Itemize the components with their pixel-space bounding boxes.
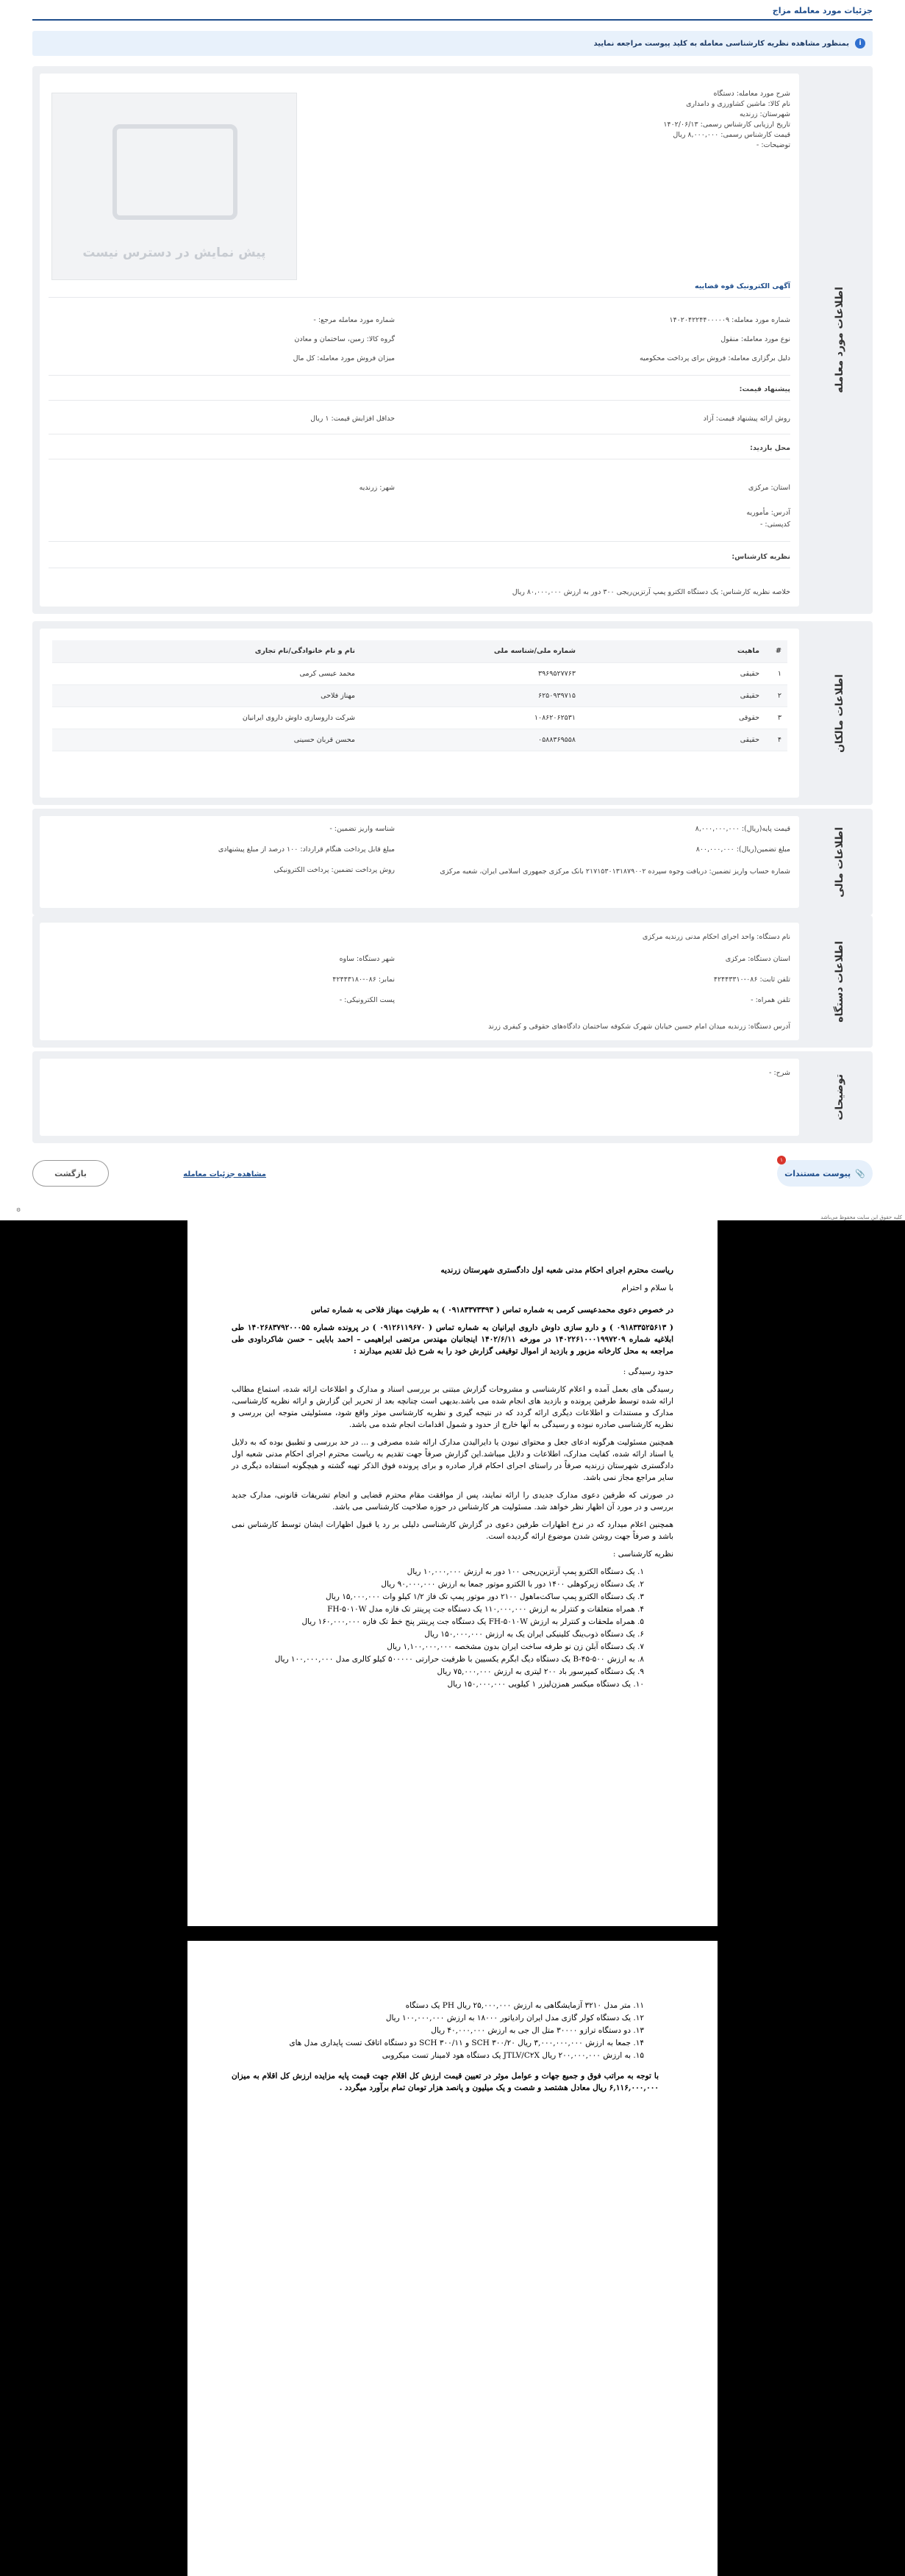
page-title: جزئیات مورد معامله مزاج: [772, 6, 873, 15]
field-ref-number: شماره مورد معامله مرجع: -: [313, 316, 395, 324]
field-device-city: شهر دستگاه: ساوه: [339, 955, 395, 963]
section-description: [32, 1051, 873, 1143]
field-phone: تلفن ثابت: ۰۸۶-۴۲۴۴۳۳۱۰: [713, 976, 790, 984]
doc-paragraph: همچنین اعلام میدارد که در نرخ اظهارات طرفین دعوی در گزارش کارشناسی دلیلی بر رد یا قبول اظهارات ایشان توسط کارشناس نمی باشد و صرفاً جهت روشن شدن موضوع ارائه گردیده است.: [232, 1520, 673, 1541]
finance-body: [40, 816, 799, 908]
field-guarantee-id: شناسه واریز تضمین: -: [329, 825, 395, 833]
paperclip-icon: 📎: [855, 1168, 865, 1178]
field-description: شرح مورد معامله: دستگاه: [713, 90, 790, 98]
document-body: [232, 1264, 673, 1691]
section-item-info: [32, 66, 873, 614]
list-item: ۱۳. دو دستگاه ترازو ۳۰۰۰۰ متل ال جی به ارزش ۴۰,۰۰۰,۰۰۰ ریال: [431, 2026, 644, 2035]
doc-paragraph: همچنین مسئولیت هرگونه ادعای جعل و محتوای نبودن یا دایرالیدن مدارک ارائه شده مصرفی و ... در حد بررسی و تطبیق بوده که به دلایل یا اسناد ارائه شده، کفایت مدارک، اطلاعات و دلایل میباشد.این گزارش صرفاً جهت تقدیم به ریاست محترم اجرای احکام مدنی شعبه اول دادگستری شهرستان زرندیه صرفاً در راستای اجرای احکام قرار صادره و برای پرونده فوق الذکر تهیه گشته و هیچگونه استفاده دیگری در سایر مراجع مجاز نمی باشد.: [232, 1438, 673, 1482]
gavel-icon: [112, 124, 237, 220]
divider: [49, 400, 790, 401]
field-item-type: نوع مورد معامله: منقول: [720, 335, 790, 343]
list-item: ۱۲. یک دستگاه کولر گازی مدل ایران رادیاتور ۱۸۰۰۰ به ارزش ۱۰۰,۰۰۰,۰۰۰ ریال: [385, 2014, 644, 2022]
divider: [49, 375, 790, 376]
notice-bar: [32, 31, 873, 56]
divider: [49, 541, 790, 542]
doc-items-list-2: [232, 2000, 673, 2061]
field-guarantee-amount: مبلغ تضمین(ریال): ۸۰۰,۰۰۰,۰۰۰: [695, 845, 790, 854]
field-item-number: شماره مورد معامله: ۱۴۰۲۰۴۲۲۴۴۰۰۰۰۰۹: [669, 316, 790, 324]
doc-paragraph: در صورتی که طرفین دعوی مدارک جدیدی را ارائه نمایند، پس از موافقت مقام محترم قضایی و انجام تشریفات قانونی، مدارک جدید بررسی و در مورد آن اظهار نظر خواهد شد. مسئولیت هر کارشناس در حوزه صلاحیت کارشناسی می باشد.: [232, 1491, 673, 1511]
field-device-province: استان دستگاه: مرکزی: [725, 955, 790, 963]
list-item: ۳. یک دستگاه الکترو پمپ ساکت‌ماهول ۲۱۰۰ دور موتور پمپ تک فاز ۱/۲ کیلو وات ۱۵,۰۰۰,۰۰۰ ریال: [326, 1592, 644, 1601]
field-notes: توضیحات: -: [756, 141, 790, 149]
footer-copyright: کلیه حقوق این سایت محفوظ می‌باشد: [820, 1214, 902, 1220]
field-appraisal-date: تاریخ ارزیابی کارشناس رسمی: ۱۴۰۲/۰۶/۱۳: [663, 121, 790, 129]
table-row: ۴ حقیقی ۰۵۸۸۳۶۹۵۵۸ محسن قربان حسینی: [52, 729, 787, 751]
field-base-price: قیمت پایه(ریال): ۸,۰۰۰,۰۰۰,۰۰۰: [695, 825, 790, 833]
doc-heading-limits: حدود رسیدگی :: [623, 1367, 673, 1376]
list-item: ۱۴. جمعا به ارزش ۳,۰۰۰,۰۰۰,۰۰۰ ریال SCH ۳۰۰/۲۰ و SCH ۳۰۰/۱۱ دو دستگاه اتاقک تست پایداری مدل های: [289, 2039, 644, 2047]
field-reason: دلیل برگزاری معامله: فروش برای پرداخت محکومیه: [639, 354, 790, 362]
field-goods-group: گروه کالا: زمین، ساختمان و معادن: [294, 335, 395, 343]
table-header-row: [52, 640, 787, 662]
list-item: ۱۰. یک دستگاه میکسر همزن‌لیزر ۱ کیلویی ۱۵۰,۰۰۰,۰۰۰ ریال: [447, 1680, 644, 1689]
section-header-owners: اطلاعات مالکان: [834, 673, 845, 753]
field-device-name: نام دستگاه: واحد اجرای احکام مدنی زرندیه مرکزی: [642, 933, 790, 941]
list-item: ۱۵. به ارزش ۲۰۰,۰۰۰,۰۰۰ ریال JTLV/C۲X یک دستگاه هود لامینار تست میکروبی: [382, 2051, 644, 2060]
doc-heading-opinion: نظریه کارشناسی :: [612, 1550, 673, 1559]
field-goods-name: نام کالا: ماشین کشاورزی و دامداری: [686, 100, 790, 108]
field-desc: شرح: -: [769, 1069, 790, 1077]
doc-paragraph: رسیدگی های بعمل آمده و اعلام کارشناسی و مشروحات گزارش مبتنی بر بررسی اسناد و مدارک و اطلاعات ارائه شده، استماع مطالب ارائه شده توسط طرفین پرونده و بازدید های انجام شده می باشد.بدیهی است چنانچه بعد از تحریر این گزارش و ارائه نظریه کارشناسی، مدارک و مستندات و اطلاعات دیگری ارائه گردد که در نتیجه گیری و نظریه کارشناسی موثر واقع شود، مسئولیتی متوجه این بررسی و نظریه کارشناسی صادره نبوده و رسیدگی به آنها خارج از حدود و شمول اقدامات انجام شده می باشد.: [232, 1385, 673, 1429]
list-item: ۱۱. متر مدل ۳۲۱۰ آزمایشگاهی به ارزش ۲۵,۰۰۰,۰۰۰ ریال PH یک دستگاه: [405, 2001, 644, 2010]
list-item: ۷. یک دستگاه آبلن زن نو طرفه ساخت ایران بدون مشخصه ۱,۱۰۰,۰۰۰,۰۰۰ ریال: [387, 1642, 644, 1651]
section-header-item: اطلاعات مورد معامله: [834, 287, 845, 393]
owners-body: [40, 629, 799, 798]
attachments-button[interactable]: 📎 پیوست مستندات: [777, 1160, 873, 1187]
heading-expert-opinion: نظریه کارشناس:: [731, 553, 790, 561]
field-email: پست الکترونیکی: -: [339, 996, 395, 1004]
section-finance: [32, 809, 873, 915]
list-item: ۵. همراه ملحقات و کنترلر به ارزش FH-۵۰۱۰W یک دستگاه جت پرینتر پنج خط تک فازه ۱۶۰,۰۰۰,۰۰۰ ریال: [301, 1617, 644, 1626]
attachments-count-badge: ۱: [777, 1156, 786, 1164]
field-visit-city: شهر: زرندیه: [359, 484, 395, 492]
field-mobile: تلفن همراه: -: [751, 996, 790, 1004]
title-divider: [32, 19, 873, 21]
table-row: ۱ حقیقی ۳۹۶۹۵۲۷۷۶۳ محمد عیسی کرمی: [52, 662, 787, 684]
field-address: آدرس: مأموریه: [746, 509, 790, 517]
doc-intro: ( ۰۹۱۸۳۳۵۲۵۶۱۳ ) و دارو سازی داوش داروی ایرانیان به شماره تماس ( ۰۹۱۲۶۱۱۹۶۷۰ ) در پرونده شماره ۱۴۰۲۶۸۳۷۹۲۰۰۰۵۵ طی ابلاغیه شماره ۱۴۰۲۲۶۱۰۰۰۱۹۹۷۲۰۹ در مورخه ۱۴۰۲/۶/۱۱ اینجانبان مهندس مرتضی ابراهیمی – احمد بابایی – حسن شاکرداودی طی مراجعه به محل کارخانه مزبور و بازدید از اموال توقیفی گزارش خود را به شرح ذیل تقدیم میدارند :: [232, 1323, 674, 1356]
item-info-body: [40, 74, 799, 607]
doc-items-list: [232, 1566, 673, 1690]
view-details-link[interactable]: مشاهده جزئیات معامله: [183, 1170, 266, 1178]
list-item: ۹. یک دستگاه کمپرسور باد ۲۰۰ لیتری به ارزش ۷۵,۰۰۰,۰۰۰ ریال: [437, 1667, 644, 1676]
doc-greeting: ریاست محترم اجرای احکام مدنی شعبه اول دادگستری شهرستان زرندیه: [440, 1266, 673, 1275]
col-national-id: شماره ملی/شناسه ملی: [361, 640, 582, 662]
field-guarantee-account: شماره حساب واریز تضمین: دریافت وجوه سپرده ۲۱۷۱۵۳۰۱۳۱۸۷۹۰۰۲ بانک مرکزی جمهوری اسلامی ایران، شعبه مرکزی: [440, 867, 790, 876]
no-preview-text: پیش نمایش در دسترس نیست: [82, 246, 266, 260]
page-wrapper: [32, 0, 873, 1178]
footer-logo-icon: ⚙: [16, 1207, 21, 1213]
doc-salutation: با سلام و احترام: [621, 1284, 673, 1292]
preview-thumbnail[interactable]: [51, 93, 297, 280]
divider: [49, 297, 790, 298]
field-appraisal-price: قیمت کارشناس رسمی: ۸,۰۰۰,۰۰۰ ریال: [673, 131, 790, 139]
document-viewer: [0, 1220, 905, 2576]
list-item: ۴. همراه متعلقات و کنترلر به ارزش ۱۱۰,۰۰۰,۰۰۰ یک دستگاه جت پرینتر تک فازه مدل FH-۵۰۱۰W: [327, 1605, 644, 1614]
heading-visit-place: محل بازدید:: [750, 444, 790, 452]
field-postal-code: کدپستی: -: [759, 520, 790, 529]
ad-link[interactable]: آگهی الکترونیک قوه قضاییه: [695, 282, 790, 290]
list-item: ۲. یک دستگاه زیرکوهلی ۱۴۰۰ دور با الکترو موتور جمعا به ارزش ۹۰,۰۰۰,۰۰۰ ریال: [381, 1580, 644, 1589]
list-item: ۶. یک دستگاه ذوب‌ینگ کلینیکی ایران یک به ارزش ۱۵۰,۰۰۰,۰۰۰ ریال: [424, 1630, 644, 1639]
col-name: نام و نام خانوادگی/نام تجاری: [52, 640, 361, 662]
field-device-address: آدرس دستگاه: زرندیه میدان امام حسین خیابان شهرک شکوفه ساختمان دادگاه‌های حقوقی و کیفری زرند: [488, 1023, 790, 1031]
notice-text: بمنظور مشاهده نظریه کارشناسی معامله به کلید پیوست مراجعه نمایید: [593, 39, 849, 48]
list-item: ۱. یک دستگاه الکترو پمپ آرتزین‌ریجی ۱۰۰ دور به ارزش ۱۰,۰۰۰,۰۰۰ ریال: [407, 1567, 644, 1576]
back-button[interactable]: بازگشت: [32, 1160, 109, 1187]
doc-conclusion: با توجه به مراتب فوق و جمیع جهات و عوامل موثر در تعیین قیمت ارزش کل اقلام جهت قیمت پایه مزایده ارزش کل اقلام به میزان ۶,۱۱۶,۰۰۰,۰۰۰ ریال معادل هشتصد و شصت و یک میلیون و پانصد هزار تومان تمام برآورد میگردد .: [232, 2072, 659, 2092]
owners-table: [52, 640, 787, 751]
info-icon: i: [855, 38, 865, 49]
heading-bid: پیشنهاد قیمت:: [739, 385, 790, 393]
device-body: [40, 923, 799, 1040]
field-payable-amount: مبلغ قابل پرداخت هنگام قرارداد: ۱۰۰ درصد از مبلغ پیشنهادی: [218, 845, 395, 854]
field-min-increase: حداقل افزایش قیمت: ۱ ریال: [310, 415, 395, 423]
section-header-desc: توضیحات: [834, 1074, 845, 1120]
section-device: [32, 915, 873, 1048]
document-page-1: [187, 1220, 718, 1926]
document-page-2: [187, 1941, 718, 2576]
field-bid-method: روش ارائه پیشنهاد قیمت: آزاد: [703, 415, 790, 423]
document-body-2: [232, 2000, 673, 2100]
field-sale-amount: میزان فروش مورد معامله: کل مال: [293, 354, 395, 362]
doc-subject: در خصوص دعوی محمدعیسی کرمی به شماره تماس ( ۰۹۱۸۳۳۷۳۳۹۳ ) به طرفیت مهناز فلاحی به شماره تماس: [311, 1306, 673, 1314]
field-province: استان: مرکزی: [748, 484, 790, 492]
description-body: [40, 1059, 799, 1136]
field-fax: نمابر: ۰۸۶-۴۲۴۴۳۱۸۰: [332, 976, 395, 984]
list-item: ۸. به ارزش ۵۰۰-B-۴۵ یک دستگاه دیگ ابگرم یکسیین با ظرفیت حرارتی ۵۰۰۰۰۰ کیلو کالری مدل ۱۰۰,۰۰۰,۰۰۰ ریال: [274, 1655, 644, 1664]
table-row: ۳ حقوقی ۱۰۸۶۲۰۶۲۵۳۱ شرکت داروسازی داوش داروی ایرانیان: [52, 706, 787, 729]
section-owners: [32, 621, 873, 805]
table-row: ۲ حقیقی ۶۲۵۰۹۳۹۷۱۵ مهناز فلاحی: [52, 684, 787, 706]
field-opinion-summary: خلاصه نظریه کارشناس: یک دستگاه الکترو پمپ آرتزین‌ریجی ۳۰۰ دور به ارزش ۸۰,۰۰۰,۰۰۰ ریال: [512, 588, 790, 596]
col-type: ماهیت: [582, 640, 765, 662]
field-city: شهرستان: زرندیه: [739, 110, 790, 118]
section-header-finance: اطلاعات مالی: [834, 826, 845, 898]
col-index: #: [765, 640, 787, 662]
field-guarantee-method: روش پرداخت تضمین: پرداخت الکترونیکی: [273, 866, 395, 874]
section-header-device: اطلاعات دستگاه: [834, 940, 845, 1023]
